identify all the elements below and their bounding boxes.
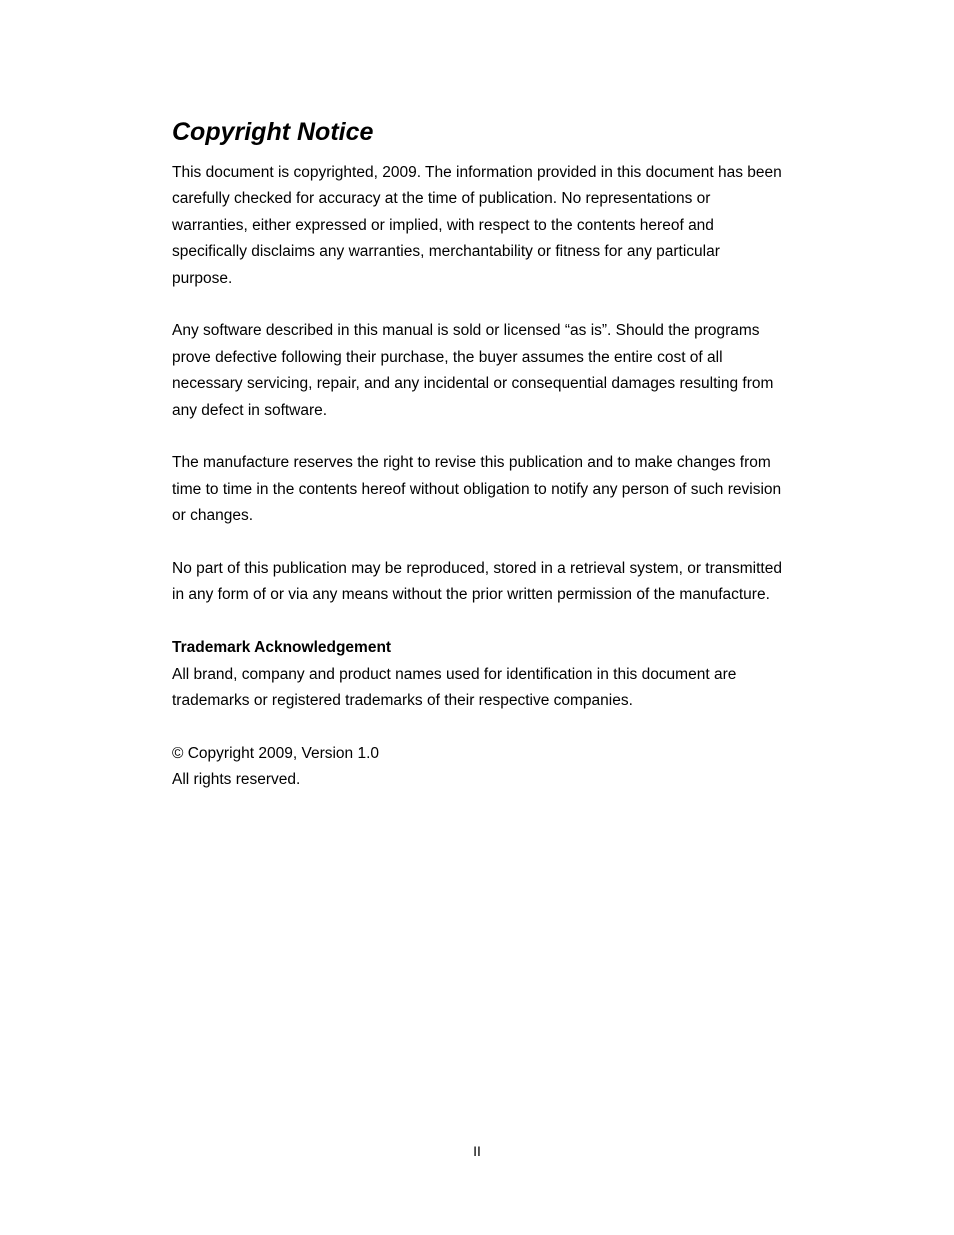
trademark-text: All brand, company and product names used for identification in this document are trademarks or registered trademarks of their respective companies. — [172, 665, 737, 710]
paragraph-software: Any software described in this manual is sold or licensed “as is”. Should the programs prove defective following their purchase, the buyer assumes the entire cost of all necessary servicing, repair, and any incidental or consequential damages resulting from any defect in software. — [172, 322, 774, 419]
trademark-heading: Trademark Acknowledgement — [172, 639, 392, 657]
page-number: II — [473, 1143, 481, 1159]
document-body — [172, 114, 782, 794]
page-title: Copyright Notice — [172, 118, 374, 146]
paragraph-revision: The manufacture reserves the right to revise this publication and to make changes from time to time in the contents hereof without obligation to notify any person of such revision or changes. — [172, 454, 782, 525]
paragraph-reproduction: No part of this publication may be reproduced, stored in a retrieval system, or transmitted in any form of or via any means without the prior written permission of the manufacture. — [172, 560, 782, 604]
paragraph-copyright: This document is copyrighted, 2009. The information provided in this document has been carefully checked for accuracy at the time of publication. No representations or warranties, either expressed or implied, with respect to the contents hereof and specifically disclaims any warranties, merchantability or fitness for any particular purpose. — [172, 164, 782, 287]
copyright-block — [172, 741, 782, 794]
rights-line: All rights reserved. — [172, 771, 301, 789]
copyright-line: © Copyright 2009, Version 1.0 — [172, 744, 380, 762]
